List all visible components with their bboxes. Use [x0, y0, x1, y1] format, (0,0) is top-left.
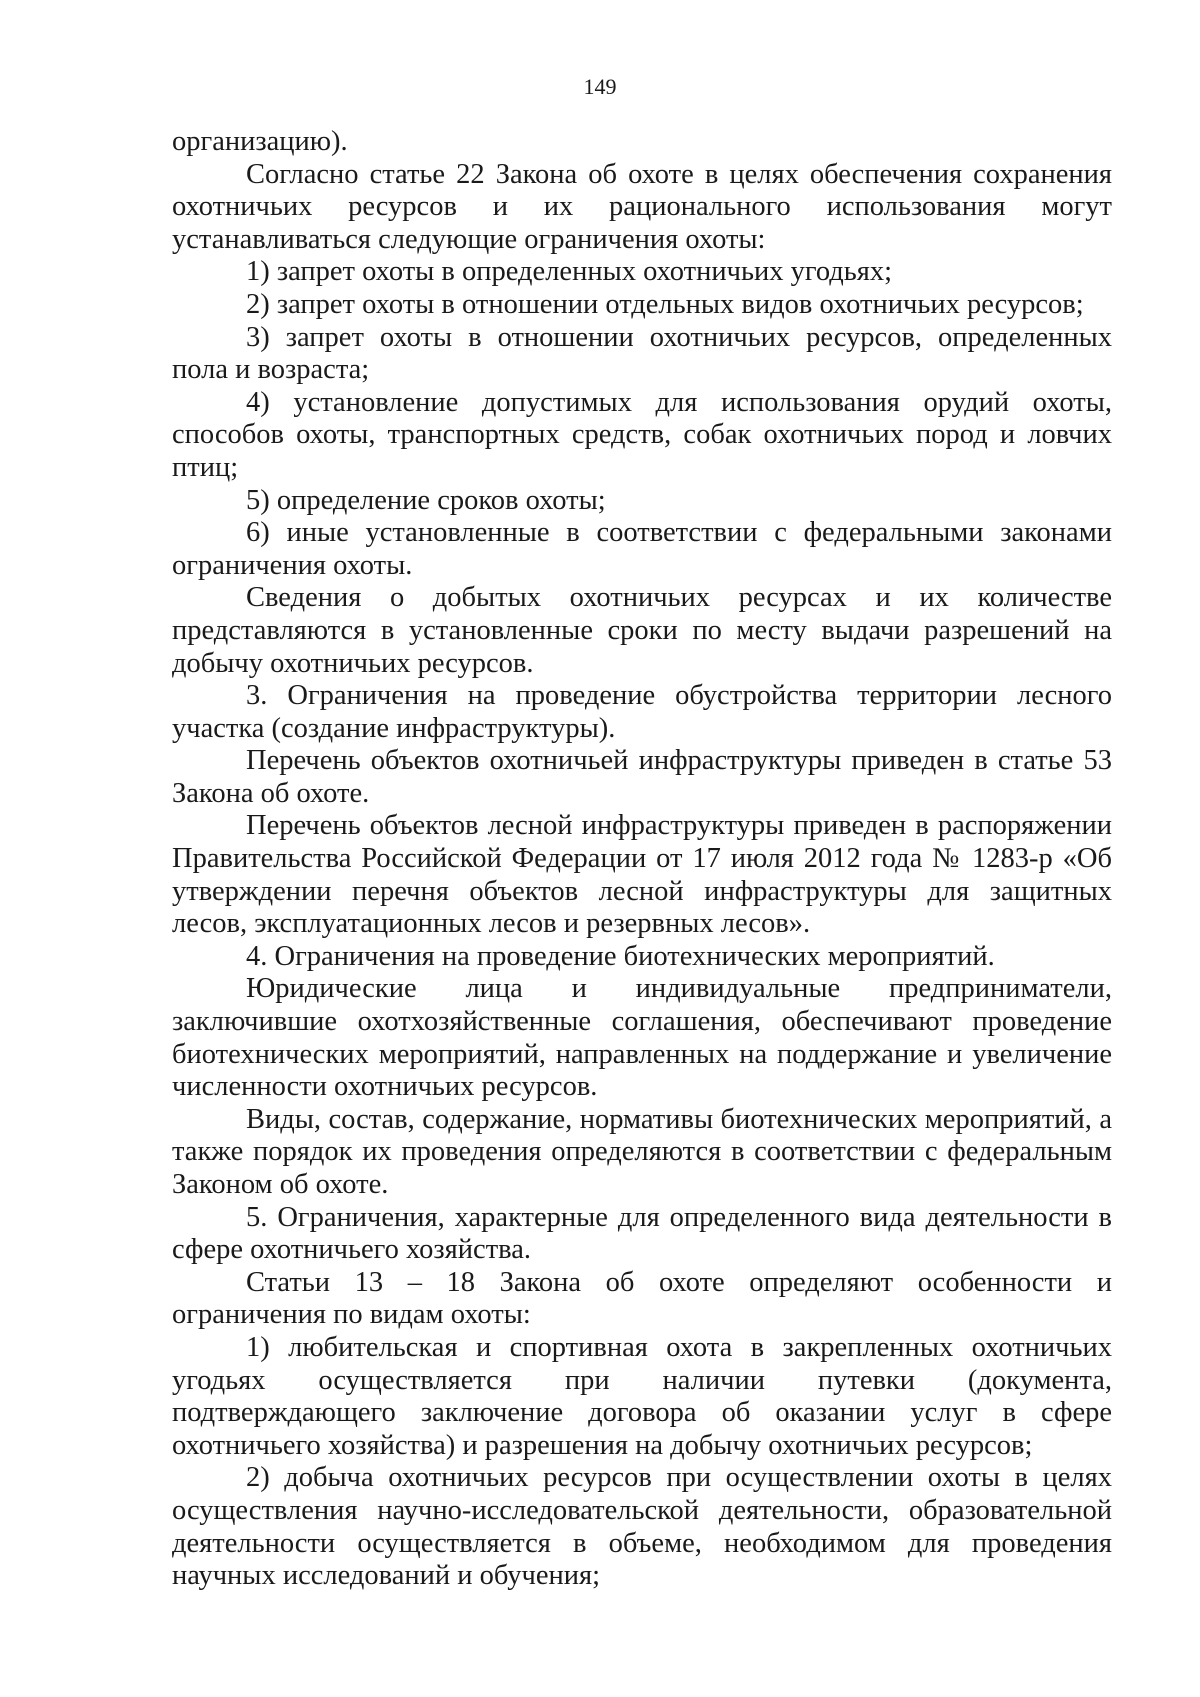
page-number: 149: [583, 74, 617, 99]
section-heading: 5. Ограничения, характерные для определенного вида деятельности в сфере охотничьего хозяйства.: [172, 1201, 1112, 1266]
list-item: 1) любительская и спортивная охота в закрепленных охотничьих угодьях осуществляется при наличии путевки (документа, подтверждающего заключение договора об оказании услуг в сфере охотничьего хозяйства) и разрешения на добычу охотничьих ресурсов;: [172, 1331, 1112, 1461]
paragraph: Согласно статье 22 Закона об охоте в целях обеспечения сохранения охотничьих ресурсов и их рационального использования могут устанавливаться следующие ограничения охоты:: [172, 158, 1112, 255]
paragraph: Виды, состав, содержание, нормативы биотехнических мероприятий, а также порядок их проведения определяются в соответствии с федеральным Законом об охоте.: [172, 1103, 1112, 1200]
paragraph: Перечень объектов охотничьей инфраструктуры приведен в статье 53 Закона об охоте.: [172, 745, 1112, 809]
paragraph: Перечень объектов лесной инфраструктуры приведен в распоряжении Правительства Российской Федерации от 17 июля 2012 года № 1283-р «Об утверждении перечня объектов лесной инфраструктуры для защитных лесов, эксплуатационных лесов и резервных лесов».: [172, 810, 1112, 940]
list-item: 6) иные установленные в соответствии с федеральными законами ограничения охоты.: [172, 517, 1112, 581]
paragraph: Сведения о добытых охотничьих ресурсах и их количестве представляются в установленные сроки по месту выдачи разрешений на добычу охотничьих ресурсов.: [172, 582, 1112, 679]
section-heading: 3. Ограничения на проведение обустройства территории лесного участка (создание инфраструктуры).: [172, 680, 1112, 744]
list-item: 5) определение сроков охоты;: [246, 484, 606, 516]
list-item: 3) запрет охоты в отношении охотничьих ресурсов, определенных пола и возраста;: [172, 321, 1112, 386]
list-item: 2) добыча охотничьих ресурсов при осуществлении охоты в целях осуществления научно-исследовательской деятельности, образовательной деятельности осуществляется в объеме, необходимом для проведения научных исследований и обучения;: [172, 1462, 1112, 1592]
list-item: 1) запрет охоты в определенных охотничьих угодьях;: [246, 256, 893, 288]
section-heading: 4. Ограничения на проведение биотехнических мероприятий.: [246, 940, 995, 972]
paragraph: Статьи 13 – 18 Закона об охоте определяют особенности и ограничения по видам охоты:: [172, 1266, 1112, 1331]
document-body: [172, 126, 1112, 1593]
paragraph: организацию).: [172, 126, 348, 157]
list-item: 2) запрет охоты в отношении отдельных видов охотничьих ресурсов;: [246, 288, 1084, 320]
paragraph: Юридические лица и индивидуальные предприниматели, заключившие охотхозяйственные соглашения, обеспечивают проведение биотехнических мероприятий, направленных на поддержание и увеличение численности охотничьих ресурсов.: [172, 973, 1112, 1103]
list-item: 4) установление допустимых для использования орудий охоты, способов охоты, транспортных средств, собак охотничьих пород и ловчих птиц;: [172, 386, 1112, 483]
